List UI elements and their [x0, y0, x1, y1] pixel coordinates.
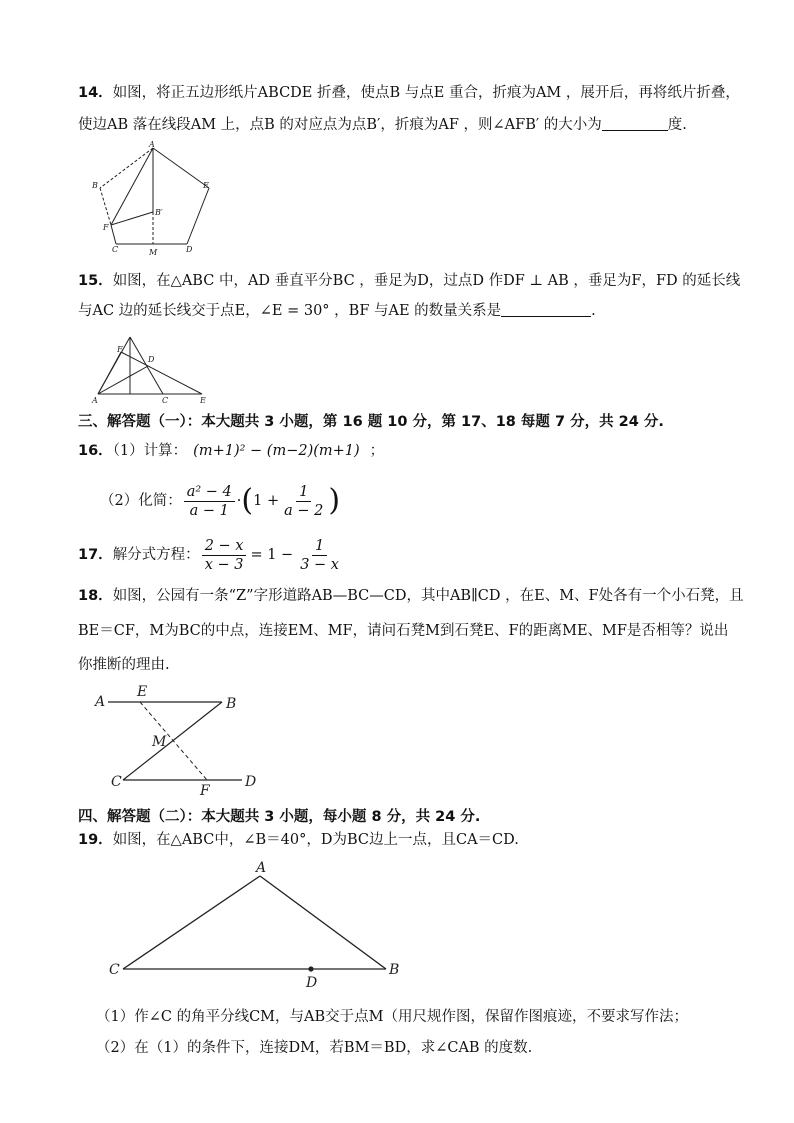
q19-part1: （1）作∠C 的角平分线CM，与AB交于点M（用尺规作图，保留作图痕迹，不要求写作法； — [96, 1009, 688, 1025]
q18-label-f: F — [200, 783, 210, 796]
q14-line1 — [78, 83, 740, 103]
q14-label-b-prime: B′ — [155, 208, 163, 217]
q19-number: 19． — [78, 832, 113, 848]
q15-triangle-figure — [90, 330, 220, 406]
q14-number: 14． — [78, 85, 113, 101]
q18-line2: BE＝CF，M为BC的中点，连接EM、MF，请问石凳M到石凳E、F的距离ME、MF是否相等？说出 — [78, 623, 729, 639]
q14-label-a: A — [149, 140, 155, 149]
q14-label-b: B — [92, 181, 98, 190]
q15-text-line2: 与AC 边的延长线交于点E，∠E = 30° ，BF 与AE 的数量关系是 — [78, 303, 502, 319]
q16-fraction-2-numerator: 1 — [296, 483, 311, 502]
q18-label-b: B — [226, 696, 237, 712]
q16-fraction-1-numerator: a² − 4 — [184, 483, 235, 502]
q15-line2 — [78, 301, 596, 321]
q19-label-a: A — [256, 860, 267, 876]
q19-point-d-dot — [308, 966, 313, 971]
q16-fraction-1-denominator: a − 1 — [189, 502, 229, 519]
q18-label-d: D — [245, 774, 257, 790]
q19-line1 — [78, 830, 519, 850]
q14-line2 — [78, 115, 687, 135]
q17-lhs-numerator: 2 − x — [202, 537, 247, 556]
q17-rhs-fraction — [297, 537, 342, 574]
q14-answer-blank[interactable] — [602, 116, 668, 131]
q18-label-a: A — [95, 694, 106, 710]
q16-paren-prefix: 1 + — [253, 493, 280, 509]
q14-pentagon-figure — [88, 140, 218, 260]
q17-lhs-fraction — [202, 537, 247, 574]
q16-part2 — [100, 482, 340, 520]
q16-dot: · — [236, 493, 242, 509]
q18-z-road-figure — [90, 684, 270, 796]
q14-label-m: M — [149, 248, 158, 257]
q16-fraction-2-denominator: a − 2 — [284, 502, 324, 519]
q14-text-line2-end: 度. — [667, 117, 687, 133]
q16-fraction-2 — [281, 483, 326, 520]
q18-number: 18． — [78, 588, 113, 604]
q14-label-c: C — [112, 245, 119, 254]
q19-label-b: B — [389, 962, 400, 978]
q14-label-f: F — [103, 223, 109, 232]
q17-middle: = 1 − — [250, 547, 294, 563]
q19-label-d: D — [306, 975, 318, 991]
q17-rhs-numerator: 1 — [312, 537, 327, 556]
q16-part1 — [78, 441, 384, 461]
q19-text-line1: 如图，在△ABC中，∠B＝40°，D为BC边上一点，且CA＝CD. — [112, 832, 519, 848]
q14-text-line2: 使边AB 落在线段AM 上，点B 的对应点为点B′，折痕为AF ，则∠AFB′ 的大小为 — [78, 117, 602, 133]
q18-label-c: C — [111, 774, 122, 790]
q19-label-c: C — [109, 962, 120, 978]
q18-line3: 你推断的理由. — [78, 657, 170, 673]
q19-triangle-figure — [100, 860, 410, 992]
q15-text-line1: 如图，在△ABC 中，AD 垂直平分BC ，垂足为D，过点D 作DF ⊥ AB ，垂足为F，FD 的延长线 — [112, 273, 741, 289]
q14-label-e: E — [203, 181, 209, 190]
q15-answer-blank[interactable] — [501, 302, 591, 317]
q16-part2-label: （2）化简： — [100, 493, 182, 509]
q17-rhs-denominator: 3 − x — [300, 556, 339, 573]
q15-number: 15． — [78, 273, 113, 289]
q17-number: 17． — [78, 547, 113, 563]
q15-label-c: C — [162, 396, 169, 405]
q18-line1 — [78, 586, 744, 606]
q16-left-paren: ( — [241, 483, 254, 518]
q15-label-a: A — [92, 396, 98, 405]
q14-label-d: D — [186, 245, 193, 254]
q16-part1-end: ； — [369, 443, 385, 459]
q15-line1 — [78, 271, 740, 291]
q15-label-f: F — [117, 345, 123, 354]
section3-heading: 三、解答题（一）：本大题共 3 小题，第 16 题 10 分，第 17、18 每题 7 分，共 24 分. — [78, 414, 664, 430]
q17-lhs-denominator: x − 3 — [204, 556, 244, 573]
q18-label-e: E — [137, 684, 148, 700]
section4-heading: 四、解答题（二）：本大题共 3 小题，每小题 8 分，共 24 分. — [78, 809, 481, 825]
q16-number: 16． — [78, 443, 113, 459]
q16-right-paren: ) — [328, 483, 341, 518]
q14-text-line1: 如图，将正五边形纸片ABCDE 折叠，使点B 与点E 重合，折痕为AM ，展开后，再将纸片折叠， — [112, 85, 740, 101]
q18-label-m: M — [152, 734, 167, 750]
q15-text-line2-end: . — [591, 303, 596, 319]
q16-part1-label: （1）计算： — [112, 443, 188, 459]
q16-part1-expression: (m+1)² − (m−2)(m+1) — [193, 443, 360, 459]
q19-part2: （2）在（1）的条件下，连接DM，若BM＝BD，求∠CAB 的度数. — [96, 1040, 533, 1056]
q17-label: 解分式方程： — [112, 547, 200, 563]
q17-line — [78, 536, 344, 574]
q15-label-e: E — [200, 396, 206, 405]
q15-label-d: D — [148, 355, 155, 364]
q16-fraction-1 — [184, 483, 235, 520]
q18-text-line1: 如图，公园有一条“Z”字形道路AB—BC—CD，其中AB∥CD ，在E、M、F处各有一个小石凳，且 — [112, 588, 744, 604]
